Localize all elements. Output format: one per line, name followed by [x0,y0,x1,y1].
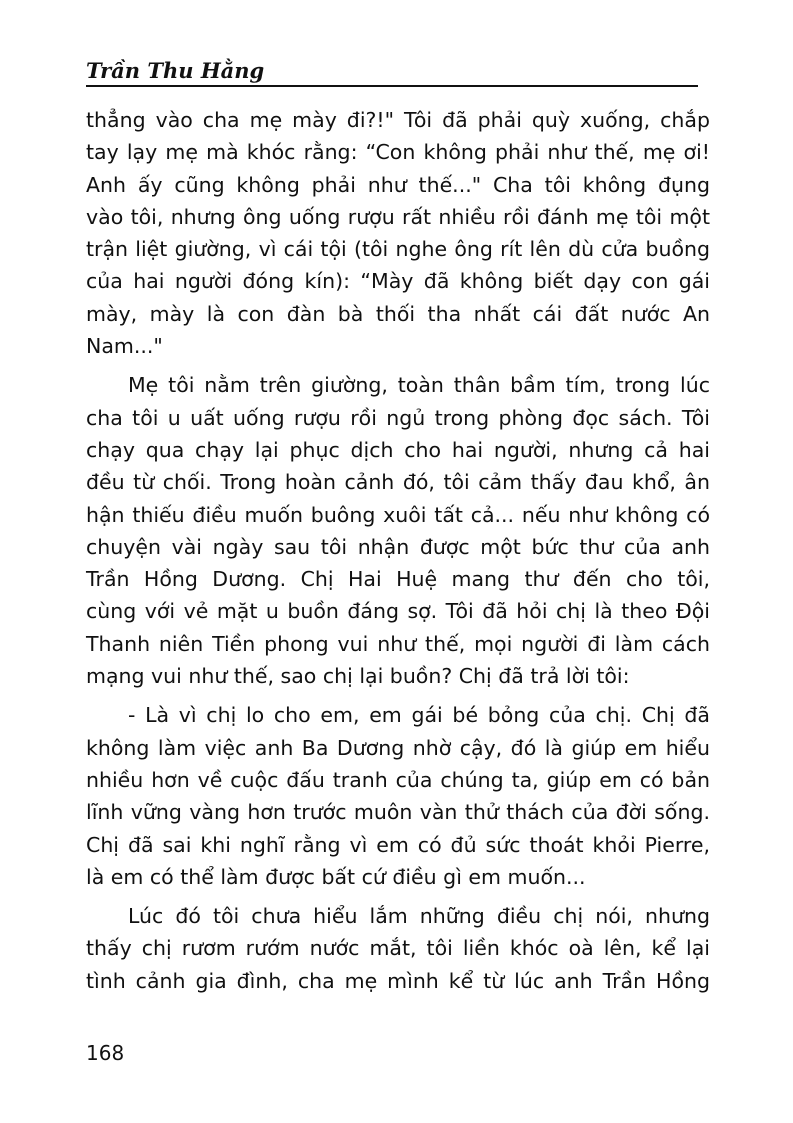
text-line: Trần Hồng Dương. Chị Hai Huệ mang thư đến cho tôi, [86,567,710,592]
header-rule [86,85,698,87]
text-line: không làm việc anh Ba Dương nhờ cậy, đó là giúp em hiểu [86,735,710,760]
text-line: cùng với vẻ mặt u buồn đáng sợ. Tôi đã hỏi chị là theo Đội [86,599,710,624]
text-line: chuyện vài ngày sau tôi nhận được một bức thư của anh [86,534,710,559]
text-line: vào tôi, nhưng ông uống rượu rất nhiều rồi đánh mẹ tôi một [86,204,710,229]
text-line: lĩnh vững vàng hơn trước muôn vàn thử thách của đời sống. [86,800,710,825]
author-name: Trần Thu Hằng [86,58,265,83]
text-line: - Là vì chị lo cho em, em gái bé bỏng của chị. Chị đã [128,703,710,728]
text-line: đều từ chối. Trong hoàn cảnh đó, tôi cảm thấy đau khổ, ân [86,470,710,495]
text-line: tình cảnh gia đình, cha mẹ mình kể từ lúc anh Trần Hồng [86,968,710,993]
text-line: thẳng vào cha mẹ mày đi?!" Tôi đã phải quỳ xuống, chắp [86,108,710,132]
running-header [86,58,698,88]
text-line: mày, mày là con đàn bà thối tha nhất cái đất nước An [86,301,710,326]
text-line: thấy chị rươm rướm nước mắt, tôi liền khóc oà lên, kể lại [86,936,710,961]
text-line: cha tôi u uất uống rượu rồi ngủ trong phòng đọc sách. Tôi [86,405,710,430]
text-line: Chị đã sai khi nghĩ rằng vì em có đủ sức thoát khỏi Pierre, [86,832,710,857]
text-line: Nam..." [86,334,163,359]
text-line: nhiều hơn về cuộc đấu tranh của chúng ta, giúp em có bản [86,767,710,792]
text-line: Lúc đó tôi chưa hiểu lắm những điều chị nói, nhưng [128,904,710,929]
text-line: của hai người đóng kín): “Mày đã không biết dạy con gái [86,269,710,294]
text-line: là em có thể làm được bất cứ điều gì em muốn... [86,864,586,889]
text-line: chạy qua chạy lại phục dịch cho hai người, nhưng cả hai [86,437,710,462]
text-line: hận thiếu điều muốn buông xuôi tất cả... nếu như không có [86,502,710,527]
paragraph [86,900,710,997]
paragraph [86,369,710,692]
text-line: Anh ấy cũng không phải như thế..." Cha tôi không đụng [86,172,710,197]
text-line: tay lạy mẹ mà khóc rằng: “Con không phải như thế, mẹ ơi! [86,140,710,165]
text-line: mạng vui như thế, sao chị lại buồn? Chị đã trả lời tôi: [86,664,630,689]
body-text [86,104,710,997]
text-line: trận liệt giường, vì cái tội (tôi nghe ông rít lên dù cửa buồng [86,237,710,262]
paragraph [86,104,710,362]
text-line: Mẹ tôi nằm trên giường, toàn thân bầm tím, trong lúc [128,373,710,398]
page-number: 168 [86,1041,125,1065]
paragraph [86,699,710,893]
text-line: Thanh niên Tiền phong vui như thế, mọi người đi làm cách [86,631,710,656]
